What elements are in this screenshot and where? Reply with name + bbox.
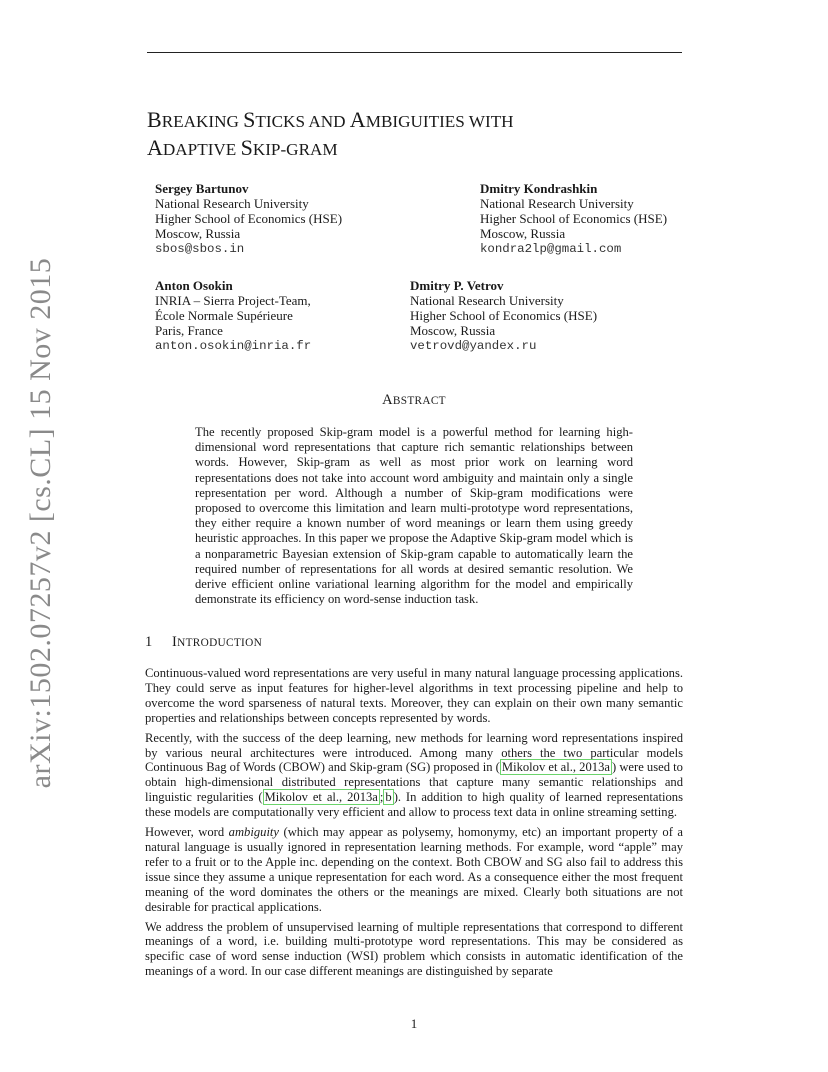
author-affiliation: Moscow, Russia bbox=[410, 323, 496, 338]
paragraph-text: ). In addition to high quality of learned representations these models are computationally very efficient and allow to process text data in online streaming setting. bbox=[145, 790, 683, 820]
title-word: REAKING bbox=[161, 112, 244, 131]
author-name: Dmitry P. Vetrov bbox=[410, 278, 504, 293]
citation-link[interactable]: Mikolov et al., 2013a bbox=[264, 790, 378, 805]
paragraph-text: However, word bbox=[145, 825, 229, 840]
author-name: Sergey Bartunov bbox=[155, 181, 249, 196]
author-block bbox=[480, 181, 667, 257]
top-rule bbox=[147, 52, 682, 53]
author-affiliation: Higher School of Economics (HSE) bbox=[480, 211, 668, 226]
abstract-heading bbox=[0, 392, 828, 409]
title-word: MBIGUITIES WITH bbox=[365, 112, 514, 131]
author-affiliation: Moscow, Russia bbox=[480, 226, 566, 241]
paragraph bbox=[145, 731, 683, 820]
arxiv-stamp: arXiv:1502.07257v2 [cs.CL] 15 Nov 2015 bbox=[24, 257, 57, 789]
author-email[interactable]: vetrovd@yandex.ru bbox=[410, 339, 537, 353]
section-number: 1 bbox=[145, 634, 153, 650]
title-word: S bbox=[240, 135, 253, 160]
author-block bbox=[410, 278, 597, 354]
title-word: A bbox=[349, 107, 366, 132]
author-email[interactable]: anton.osokin@inria.fr bbox=[155, 339, 312, 353]
author-affiliation: Higher School of Economics (HSE) bbox=[410, 308, 598, 323]
title-word: DAPTIVE bbox=[162, 140, 241, 159]
author-block bbox=[155, 181, 342, 257]
section-heading bbox=[145, 634, 262, 651]
paragraph bbox=[145, 825, 683, 914]
author-affiliation: National Research University bbox=[410, 293, 564, 308]
paragraph: We address the problem of unsupervised learning of multiple representations that correspond to different meanings of a word, i.e. building multi-prototype word representations. This may be considered as specific case of word sense induction (WSI) problem which consists in automatic identification of the meanings of a word. In our case different meanings are distinguished by separate bbox=[145, 919, 683, 979]
title-word: B bbox=[147, 107, 162, 132]
citation-link[interactable]: Mikolov et al., 2013a bbox=[501, 760, 610, 775]
emphasis: ambiguity bbox=[228, 825, 280, 840]
title-line-1 bbox=[147, 107, 707, 135]
author-name: Anton Osokin bbox=[155, 278, 233, 293]
abstract-heading-rest: BSTRACT bbox=[392, 395, 446, 407]
abstract-heading-initial: A bbox=[382, 392, 393, 408]
author-affiliation: Moscow, Russia bbox=[155, 226, 241, 241]
title-word: KIP-GRAM bbox=[252, 140, 338, 159]
author-affiliation: École Normale Supérieure bbox=[155, 308, 293, 323]
title-line-2 bbox=[147, 135, 707, 163]
section-title-rest: NTRODUCTION bbox=[177, 637, 263, 649]
author-affiliation: INRIA – Sierra Project-Team, bbox=[155, 293, 311, 308]
title-word: TICKS AND bbox=[255, 112, 350, 131]
author-affiliation: Paris, France bbox=[155, 323, 223, 338]
abstract-text: The recently proposed Skip-gram model is a powerful method for learning high-dimensional word representations that capture rich semantic relationships between words. However, Skip-gram as well as most prior work on learning word representations does not take into account word ambiguity and maintain only a single representation per word. Although a number of Skip-gram modifications were proposed to overcome this limitation and learn multi-prototype word representations, they either require a known number of word meanings or learn them using greedy heuristic approaches. In this paper we propose the Adaptive Skip-gram model which is a nonparametric Bayesian extension of Skip-gram capable to automatically learn the required number of representations for all words at desired semantic resolution. We derive efficient online variational learning algorithm for the model and empirically demonstrate its efficiency on word-sense induction task. bbox=[195, 425, 633, 607]
paragraph-text: ) were used to obtain high-dimensional distributed representations that capture many semantic relationships and linguistic regularities ( bbox=[145, 760, 683, 805]
page-number: 1 bbox=[410, 1016, 418, 1031]
paragraph: Continuous-valued word representations are very useful in many natural language processing applications. They could serve as input features for higher-level algorithms in text processing pipeline and help to overcome the word sparseness of natural texts. Moreover, they can explain on their own many semantic properties and relationships between concepts represented by words. bbox=[145, 666, 683, 725]
title-word: A bbox=[147, 135, 163, 160]
author-block bbox=[155, 278, 311, 354]
paper-title bbox=[147, 107, 707, 163]
section-title-initial: I bbox=[172, 634, 178, 650]
title-word: S bbox=[243, 107, 256, 132]
introduction-body bbox=[145, 666, 683, 984]
author-affiliation: Higher School of Economics (HSE) bbox=[155, 211, 343, 226]
citation-link[interactable]: b bbox=[385, 790, 392, 805]
author-email[interactable]: kondra2lp@gmail.com bbox=[480, 242, 622, 256]
author-name: Dmitry Kondrashkin bbox=[480, 181, 598, 196]
paragraph-text: (which may appear as polysemy, homonymy, etc) an important property of a natural language is usually ignored in representation learning methods. For example, word “apple” may refer to a fruit or to the Apple inc. depending on the context. Both CBOW and SG also fail to address this issue since they assume a unique representation for each word. As a consequence either the most frequent meaning of the word dominates the others or the meanings are mixed. Clearly both situations are not desirable for practical applications. bbox=[145, 825, 683, 914]
citation-separator: ; bbox=[379, 790, 384, 805]
author-affiliation: National Research University bbox=[480, 196, 634, 211]
paragraph-text: Recently, with the success of the deep learning, new methods for learning word representations inspired by various neural architectures were introduced. Among many others the two particular models Continuous Bag of Words (CBOW) and Skip-gram (SG) proposed in ( bbox=[145, 730, 683, 775]
author-email[interactable]: sbos@sbos.in bbox=[155, 242, 245, 256]
author-affiliation: National Research University bbox=[155, 196, 309, 211]
